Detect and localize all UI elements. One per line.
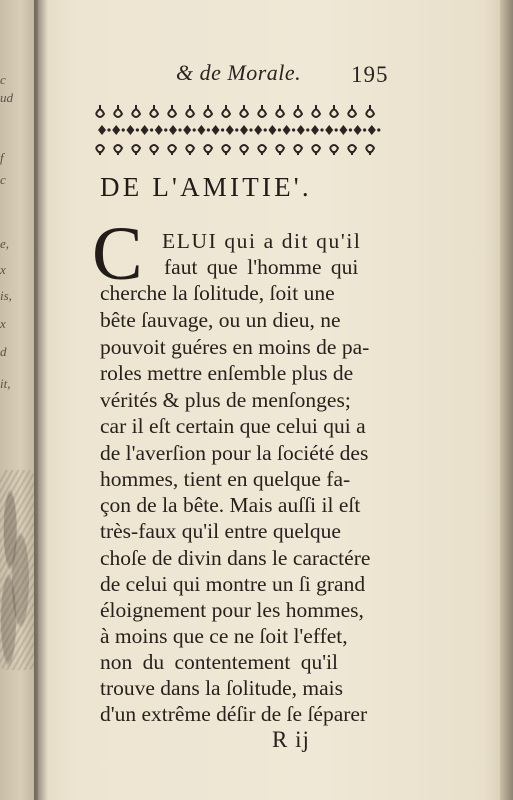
facing-page-fragment: e,	[0, 236, 10, 251]
page-number: 195	[351, 62, 389, 87]
facing-page-fragment: f	[0, 150, 4, 165]
ornament-dot	[150, 128, 153, 131]
ornament-row	[96, 145, 374, 155]
ornament-scroll	[276, 145, 284, 155]
facing-page-fragment: it,	[0, 376, 11, 391]
facing-page	[0, 0, 38, 800]
ornament-fleuron	[240, 125, 248, 135]
text-line: de celui qui montre un ſi grand	[100, 572, 366, 596]
text-line: hommes, tient en quelque fa-	[100, 467, 351, 491]
ornament-scroll	[258, 145, 266, 155]
ornament-dot	[235, 128, 238, 131]
ornament-scroll	[258, 105, 266, 117]
ornament-dot	[193, 128, 196, 131]
ornament-fleuron	[226, 125, 234, 135]
ornament-scroll	[96, 145, 104, 155]
ornament-scroll	[294, 105, 302, 117]
ornament-scroll	[186, 145, 194, 155]
text-line: roles mettre enſemble plus de	[100, 361, 354, 385]
ornament-scroll	[132, 145, 140, 155]
ornament-scroll	[366, 105, 374, 117]
ornament-fleuron	[155, 125, 163, 135]
ornament-fleuron	[141, 125, 149, 135]
text-line: trouve dans la ſolitude, mais	[100, 676, 344, 700]
facing-page-engraving	[0, 470, 34, 670]
text-line: à moins que ce ne ſoit l'effet,	[100, 624, 348, 648]
text-line: très-faux qu'il entre quelque	[100, 519, 341, 543]
ornament-dot	[178, 128, 181, 131]
text-line: choſe de divin dans le caractére	[100, 546, 371, 570]
section-title: DE L'AMITIE'.	[100, 172, 312, 202]
facing-page-fragment: c	[0, 72, 6, 87]
ornament-dot	[136, 128, 139, 131]
facing-page-fragment: ud	[0, 90, 13, 105]
ornament-scroll	[150, 105, 158, 117]
ornament-scroll	[204, 105, 212, 117]
ornament-scroll	[168, 145, 176, 155]
ornament-scroll	[150, 145, 158, 155]
ornament-fleuron	[169, 125, 177, 135]
ornament-fleuron	[183, 125, 191, 135]
text-line: çon de la bête. Mais auſſi il eſt	[100, 493, 361, 517]
ornament-fleuron	[354, 125, 362, 135]
ornament-dot	[122, 128, 125, 131]
text-line: ELUI qui a dit qu'il	[162, 229, 362, 253]
ornament-dot	[349, 128, 352, 131]
text-line: de l'averſion pour la ſociété des	[100, 441, 369, 465]
ornament-band	[90, 101, 384, 159]
ornament-scroll	[240, 105, 248, 117]
ornament-fleuron	[112, 125, 120, 135]
ornament-fleuron	[126, 125, 134, 135]
ornament-fleuron	[368, 125, 376, 135]
ornament-dot	[377, 128, 380, 131]
ornament-scroll	[330, 105, 338, 117]
text-line: faut que l'homme qui	[164, 255, 359, 279]
ornament-scroll	[276, 105, 284, 117]
ornament-row	[98, 125, 380, 135]
ornament-fleuron	[297, 125, 305, 135]
text-line: d'un extrême déſir de ſe ſéparer	[100, 702, 368, 726]
facing-page-fragment: c	[0, 172, 6, 187]
ornament-scroll	[114, 105, 122, 117]
ornament-scroll	[132, 105, 140, 117]
ornament-scroll	[348, 105, 356, 117]
ornament-fleuron	[254, 125, 262, 135]
ornament-fleuron	[98, 125, 106, 135]
running-head-title: & de Morale.	[176, 60, 302, 85]
facing-page-fragment: is,	[0, 288, 12, 303]
ornament-scroll	[204, 145, 212, 155]
ornament-scroll	[330, 145, 338, 155]
ornament-scroll	[348, 145, 356, 155]
ornament-scroll	[168, 105, 176, 117]
ornament-fleuron	[212, 125, 220, 135]
ornament-scroll	[114, 145, 122, 155]
text-line: éloignement pour les hommes,	[100, 598, 364, 622]
ornament-fleuron	[268, 125, 276, 135]
signature-mark: R ij	[272, 727, 310, 752]
ornament-dot	[292, 128, 295, 131]
ornament-scroll	[366, 145, 374, 155]
ornament-fleuron	[325, 125, 333, 135]
ornament-scroll	[312, 105, 320, 117]
ornament-scroll	[222, 145, 230, 155]
ornament-fleuron	[339, 125, 347, 135]
ornament-dot	[320, 128, 323, 131]
text-line: non du contentement qu'il	[100, 650, 339, 674]
ornament-scroll	[222, 105, 230, 117]
ornament-dot	[278, 128, 281, 131]
text-line: bête ſauvage, ou un dieu, ne	[100, 308, 341, 332]
facing-page-fragment: x	[0, 316, 6, 331]
ornament-dot	[207, 128, 210, 131]
ornament-scroll	[186, 105, 194, 117]
ornament-dot	[164, 128, 167, 131]
ornament-dot	[264, 128, 267, 131]
ornament-dot	[335, 128, 338, 131]
ornament-dot	[107, 128, 110, 131]
page-edge	[500, 0, 513, 800]
ornament-fleuron	[311, 125, 319, 135]
text-line: pouvoit guéres en moins de pa-	[100, 335, 370, 359]
facing-page-fragment: x	[0, 262, 6, 277]
text-line: vérités & plus de menſonges;	[100, 388, 351, 412]
drop-cap: C	[92, 212, 143, 296]
facing-page-fragment: d	[0, 344, 7, 359]
ornament-scroll	[294, 145, 302, 155]
ornament-row	[96, 105, 374, 117]
ornament-dot	[306, 128, 309, 131]
ornament-fleuron	[197, 125, 205, 135]
ornament-dot	[221, 128, 224, 131]
ornament-scroll	[240, 145, 248, 155]
ornament-scroll	[312, 145, 320, 155]
ornament-dot	[249, 128, 252, 131]
ornament-fleuron	[283, 125, 291, 135]
text-line: cherche la ſolitude, ſoit une	[100, 281, 335, 305]
gutter-shadow	[34, 0, 48, 800]
ornament-scroll	[96, 105, 104, 117]
text-line: car il eſt certain que celui qui a	[100, 414, 366, 438]
ornament-dot	[363, 128, 366, 131]
